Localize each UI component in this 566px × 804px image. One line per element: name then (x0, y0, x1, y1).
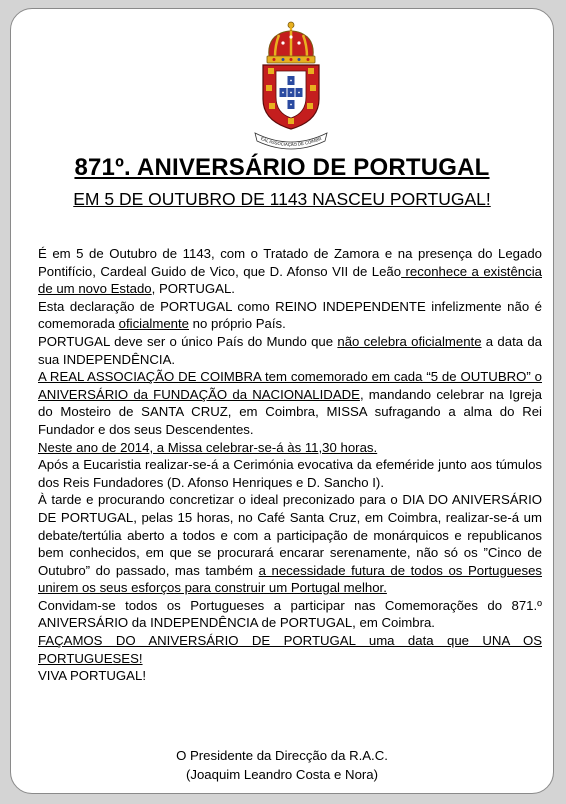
signature-title: O Presidente da Direcção da R.A.C. (176, 748, 388, 763)
paragraph-8 (38, 597, 542, 632)
paragraph-text: , mandando celebrar na Igreja do Mosteiro de SANTA CRUZ, em Coimbra, MISSA sufragando a alma do Rei Fundador e dos seus Descendentes. (38, 386, 542, 437)
paragraph-text: À tarde e procurando concretizar o ideal preconizado para o DIA DO ANIVERSÁRIO DE PORTUGAL, pelas 15 horas, no Café Santa Cruz, em Coimbra, realizar-se-á um debate/tertúlia aberto a todos e com a participação de monárquicos e republicanos bem conhecidos, em que se procurará encarar serenamente, não só os ”Cinco de Outubro” do passado, mas também (38, 492, 542, 578)
paragraph-text: PORTUGAL deve ser o único País do Mundo que (38, 333, 338, 349)
signature-block (11, 746, 553, 784)
paragraph-text: VIVA PORTUGAL! (38, 668, 146, 684)
paragraph-10 (38, 667, 542, 685)
document-card (10, 8, 554, 794)
paragraph-text: a data da sua INDEPENDÊNCIA. (38, 333, 542, 367)
paragraph-7 (38, 491, 542, 597)
royal-crest-icon (241, 21, 341, 151)
shield (263, 65, 319, 129)
paragraph-text: Após a Eucaristia realizar-se-á a Cerimónia evocativa da efeméride junto aos túmulos dos Reis Fundadores (D. Afonso Henriques e D. Sancho I). (38, 457, 542, 490)
crown (267, 22, 315, 63)
paragraph-2 (38, 298, 542, 333)
signature-name: (Joaquim Leandro Costa e Nora) (185, 767, 379, 782)
paragraph-text: É em 5 de Outubro de 1143, com o Tratado de Zamora e na presença do Legado Pontifício, Cardeal Guido de Vico, que D. Afonso VII de Leão (38, 246, 542, 279)
underlined-text: não celebra oficialmente (337, 333, 482, 349)
underlined-text: A REAL ASSOCIAÇÃO DE COIMBRA tem comemorado em cada “5 de OUTUBRO” o ANIVERSÁRIO da FUNDAÇÃO da NACIONALIDADE (38, 369, 542, 402)
underlined-text: a necessidade futura de todos os Portugueses unirem os seus esforços para construir um Portugal melhor. (38, 562, 542, 596)
paragraph-text: no próprio País. (189, 316, 286, 332)
page-subtitle: EM 5 DE OUTUBRO DE 1143 NASCEU PORTUGAL! (73, 189, 491, 209)
underlined-text: oficialmente (118, 316, 190, 332)
paragraph-3 (38, 333, 542, 368)
paragraph-text: , PORTUGAL. (151, 281, 235, 297)
ribbon-text: EAL ASSOCIAÇÃO DE COIMBR (260, 135, 323, 148)
underlined-text: FAÇAMOS DO ANIVERSÁRIO DE PORTUGAL uma data que UNA OS PORTUGUESES! (38, 633, 542, 666)
article-body (38, 245, 542, 685)
underlined-text: Neste ano de 2014, a Missa celebrar-se-á às 11,30 horas. (38, 439, 378, 455)
paragraph-9 (38, 632, 542, 667)
paragraph-text: Esta declaração de PORTUGAL como REINO INDEPENDENTE infelizmente não é comemorada (38, 298, 542, 332)
paragraph-text: Convidam-se todos os Portugueses a participar nas Comemorações do 871.º ANIVERSÁRIO da INDEPENDÊNCIA de PORTUGAL, em Coimbra. (38, 597, 542, 631)
paragraph-5 (38, 439, 542, 457)
paragraph-4 (38, 368, 542, 438)
page-title: 871º. ANIVERSÁRIO DE PORTUGAL (74, 154, 490, 181)
paragraph-6 (38, 456, 542, 491)
paragraph-1 (38, 245, 542, 298)
underlined-text: reconhece a existência de um novo Estado (38, 263, 542, 297)
